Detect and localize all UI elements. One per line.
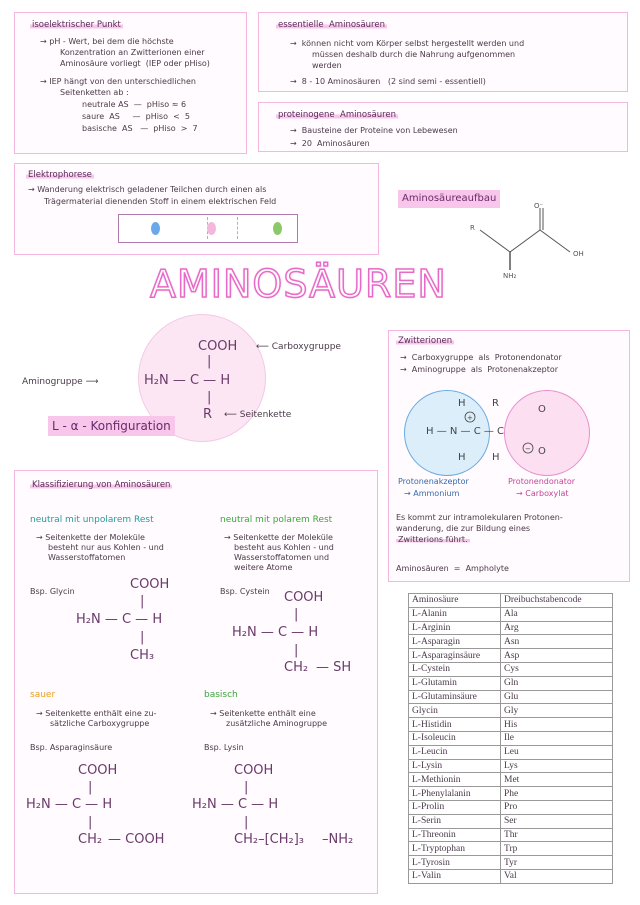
amino-acid-name: L-Asparagin bbox=[409, 635, 501, 649]
amino-acid-code: Ile bbox=[501, 731, 613, 745]
asp-cooh-side: — COOH bbox=[108, 832, 165, 847]
cystein-bond2: | bbox=[294, 643, 299, 658]
amino-acid-code: Val bbox=[501, 869, 613, 883]
electro-heading: Elektrophorese bbox=[28, 170, 92, 180]
table-row bbox=[409, 745, 613, 759]
basisch-line2: zusätzliche Aminogruppe bbox=[226, 719, 328, 728]
amino-acid-name: L-Asparaginsäure bbox=[409, 649, 501, 663]
table-row bbox=[409, 800, 613, 814]
aufbau-nh2: NH₂ bbox=[503, 272, 517, 280]
amino-acid-code: Leu bbox=[501, 745, 613, 759]
amino-label: Aminogruppe ⟶ bbox=[22, 377, 99, 387]
essential-line3: werden bbox=[312, 61, 342, 70]
amino-acid-name: L-Glutaminsäure bbox=[409, 690, 501, 704]
klass-heading: Klassifizierung von Aminosäuren bbox=[32, 480, 171, 490]
aufbau-oh: OH bbox=[573, 250, 584, 258]
electro-strip bbox=[118, 214, 298, 243]
amino-acid-name: L-Alanin bbox=[409, 607, 501, 621]
table-row bbox=[409, 662, 613, 676]
proteinogen-line2: → 20 Aminosäuren bbox=[290, 139, 370, 148]
essential-line4: → 8 - 10 Aminosäuren (2 sind semi - essentiell) bbox=[290, 77, 486, 86]
zwitter-heading: Zwitterionen bbox=[398, 336, 453, 346]
table-row bbox=[409, 856, 613, 870]
page-title: AMINOSÄUREN bbox=[150, 262, 447, 306]
proteinogen-heading: proteinogene Aminosäuren bbox=[278, 110, 397, 120]
aufbau-skeletal bbox=[470, 200, 610, 280]
amino-acid-code: Tyr bbox=[501, 856, 613, 870]
structure-cooh: COOH bbox=[198, 339, 238, 354]
table-header-code: Dreibuchstabencode bbox=[501, 594, 613, 608]
np-heading: neutral mit unpolarem Rest bbox=[30, 515, 154, 525]
table-row bbox=[409, 704, 613, 718]
ex-lys: Bsp. Lysin bbox=[204, 743, 244, 752]
svg-text:−: − bbox=[525, 445, 531, 453]
amino-acid-name: L-Tryptophan bbox=[409, 842, 501, 856]
zwitter-line2: → Aminogruppe als Protonenakzeptor bbox=[400, 365, 559, 374]
amino-acid-name: L-Histidin bbox=[409, 718, 501, 732]
table-row bbox=[409, 718, 613, 732]
p-line2: besteht aus Kohlen - und bbox=[234, 543, 334, 552]
amino-acid-name: L-Arginin bbox=[409, 621, 501, 635]
iep-row2: saure AS — pHiso < 5 bbox=[82, 112, 190, 121]
electro-dot-green bbox=[273, 222, 282, 235]
amino-acid-code: Pro bbox=[501, 800, 613, 814]
svg-text:H: H bbox=[458, 398, 466, 409]
asp-bond1: | bbox=[88, 780, 93, 795]
table-body bbox=[409, 607, 613, 883]
iep-line4: → IEP hängt von den unterschiedlichen bbox=[40, 77, 196, 86]
iep-row1: neutrale AS — pHiso ≈ 6 bbox=[82, 100, 187, 109]
amino-acid-name: L-Glutamin bbox=[409, 676, 501, 690]
cystein-ch2: CH₂ bbox=[284, 660, 309, 675]
basisch-line1: → Seitenkette enthält eine bbox=[210, 709, 316, 718]
amino-acid-code: Phe bbox=[501, 787, 613, 801]
amino-acid-code: Met bbox=[501, 773, 613, 787]
table-row bbox=[409, 842, 613, 856]
np-line2: besteht nur aus Kohlen - und bbox=[48, 543, 164, 552]
amino-acid-name: L-Threonin bbox=[409, 828, 501, 842]
amino-acid-code: Ala bbox=[501, 607, 613, 621]
structure-r: R bbox=[203, 407, 213, 422]
structure-bond-bottom: | bbox=[207, 390, 212, 405]
p-line4: weitere Atome bbox=[234, 563, 293, 572]
electro-divider-right bbox=[237, 217, 238, 239]
zwitter-text3: Zwitterions führt. bbox=[398, 535, 468, 544]
table-row bbox=[409, 690, 613, 704]
carboxy-label: ⟵ Carboxygruppe bbox=[256, 342, 341, 352]
table-row bbox=[409, 869, 613, 883]
amino-acid-code: His bbox=[501, 718, 613, 732]
p-line1: → Seitenkette der Moleküle bbox=[224, 533, 333, 542]
p-heading: neutral mit polarem Rest bbox=[220, 515, 333, 525]
svg-text:O: O bbox=[538, 404, 546, 415]
iep-line1: → pH - Wert, bei dem die höchste bbox=[40, 37, 174, 46]
table-row bbox=[409, 828, 613, 842]
asp-cooh: COOH bbox=[78, 763, 118, 778]
amino-acid-name: Glycin bbox=[409, 704, 501, 718]
amino-acid-code: Arg bbox=[501, 621, 613, 635]
amino-acid-code: Lys bbox=[501, 759, 613, 773]
amino-acid-code: Cys bbox=[501, 662, 613, 676]
iep-row3: basische AS — pHiso > 7 bbox=[82, 124, 198, 133]
svg-text:H: H bbox=[492, 452, 500, 463]
glycin-cooh: COOH bbox=[130, 577, 170, 592]
iep-line2: Konzentration an Zwitterionen einer bbox=[60, 48, 205, 57]
amino-acid-code: Gly bbox=[501, 704, 613, 718]
basisch-heading: basisch bbox=[204, 690, 238, 700]
amino-acid-name: L-Valin bbox=[409, 869, 501, 883]
table-row bbox=[409, 676, 613, 690]
ex-glycin: Bsp. Glycin bbox=[30, 587, 75, 596]
np-line1: → Seitenkette der Moleküle bbox=[36, 533, 145, 542]
amino-acid-code: Ser bbox=[501, 814, 613, 828]
amino-acid-code: Trp bbox=[501, 842, 613, 856]
asp-ch2: CH₂ bbox=[78, 832, 103, 847]
structure-mid: H₂N — C — H bbox=[144, 373, 231, 388]
proteinogen-line1: → Bausteine der Proteine von Lebewesen bbox=[290, 126, 458, 135]
amino-acid-name: L-Phenylalanin bbox=[409, 787, 501, 801]
ex-cystein: Bsp. Cystein bbox=[220, 587, 270, 596]
zwitter-text2: wanderung, die zur Bildung eines bbox=[396, 524, 531, 533]
essential-line1: → können nicht vom Körper selbst hergestellt werden und bbox=[290, 39, 525, 48]
iep-line5: Seitenketten ab : bbox=[60, 88, 129, 97]
ex-asp: Bsp. Asparaginsäure bbox=[30, 743, 113, 752]
lys-cooh: COOH bbox=[234, 763, 274, 778]
glycin-mid: H₂N — C — H bbox=[76, 612, 163, 627]
lys-mid: H₂N — C — H bbox=[192, 797, 279, 812]
zwitter-line1: → Carboxygruppe als Protonendonator bbox=[400, 353, 562, 362]
cystein-mid: H₂N — C — H bbox=[232, 625, 319, 640]
table-row bbox=[409, 607, 613, 621]
table-row bbox=[409, 621, 613, 635]
cystein-cooh: COOH bbox=[284, 590, 324, 605]
np-line3: Wasserstoffatomen bbox=[48, 553, 126, 562]
svg-text:O: O bbox=[538, 446, 546, 457]
svg-text:H — N — C — C: H — N — C — C bbox=[426, 426, 505, 437]
svg-text:R: R bbox=[492, 398, 499, 409]
sauer-line1: → Seitenkette enthält eine zu- bbox=[36, 709, 157, 718]
amino-acid-code: Gln bbox=[501, 676, 613, 690]
asp-mid: H₂N — C — H bbox=[26, 797, 113, 812]
svg-text:H: H bbox=[458, 452, 466, 463]
amino-acid-name: L-Cystein bbox=[409, 662, 501, 676]
amino-acid-table bbox=[408, 593, 613, 884]
zwitter-acc1: Protonenakzeptor bbox=[398, 477, 469, 486]
electro-dot-pink bbox=[207, 222, 216, 235]
iep-line3: Aminosäure vorliegt (IEP oder pHiso) bbox=[60, 59, 210, 68]
glycin-bond2: | bbox=[140, 630, 145, 645]
amino-acid-code: Asn bbox=[501, 635, 613, 649]
amino-acid-code: Glu bbox=[501, 690, 613, 704]
side-label: ⟵ Seitenkette bbox=[224, 410, 292, 420]
sauer-heading: sauer bbox=[30, 690, 56, 700]
amino-acid-name: L-Tyrosin bbox=[409, 856, 501, 870]
lys-nh2: –NH₂ bbox=[322, 832, 354, 847]
cystein-bond1: | bbox=[294, 607, 299, 622]
amino-acid-name: L-Prolin bbox=[409, 800, 501, 814]
amino-acid-name: L-Leucin bbox=[409, 745, 501, 759]
amino-acid-code: Asp bbox=[501, 649, 613, 663]
amino-acid-code: Thr bbox=[501, 828, 613, 842]
electro-dot-blue bbox=[151, 222, 160, 235]
amino-acid-name: L-Serin bbox=[409, 814, 501, 828]
asp-bond2: | bbox=[88, 815, 93, 830]
iep-heading: isoelektrischer Punkt bbox=[32, 20, 121, 30]
aufbau-r: R bbox=[470, 224, 475, 232]
svg-text:+: + bbox=[467, 414, 473, 422]
zwitter-acc2: → Ammonium bbox=[404, 489, 460, 498]
table-row bbox=[409, 773, 613, 787]
zwitter-don1: Protonendonator bbox=[508, 477, 576, 486]
essential-heading: essentielle Aminosäuren bbox=[278, 20, 385, 30]
aufbau-o-minus: O⁻ bbox=[534, 202, 544, 210]
electro-line2: Trägermaterial dienenden Stoff in einem elektrischen Feld bbox=[44, 197, 277, 206]
zwitter-text4: Aminosäuren = Ampholyte bbox=[396, 564, 509, 573]
electro-line1: → Wanderung elektrisch geladener Teilchen durch einen als bbox=[28, 185, 267, 194]
sauer-line2: sätzliche Carboxygruppe bbox=[50, 719, 150, 728]
zwitter-don2: → Carboxylat bbox=[516, 489, 569, 498]
cystein-sh: — SH bbox=[316, 660, 352, 675]
zwitter-text1: Es kommt zur intramolekularen Protonen- bbox=[396, 513, 563, 522]
lys-bond1: | bbox=[244, 780, 249, 795]
table-row bbox=[409, 731, 613, 745]
table-row bbox=[409, 649, 613, 663]
structure-bond-top: | bbox=[207, 354, 212, 369]
table-row bbox=[409, 759, 613, 773]
amino-acid-name: L-Methionin bbox=[409, 773, 501, 787]
amino-acid-name: L-Lysin bbox=[409, 759, 501, 773]
glycin-bond1: | bbox=[140, 594, 145, 609]
p-line3: Wasserstoffatomen und bbox=[234, 553, 330, 562]
lys-side: CH₂–[CH₂]₃ bbox=[234, 832, 304, 847]
zwitter-molecule bbox=[420, 392, 570, 472]
amino-acid-name: L-Isoleucin bbox=[409, 731, 501, 745]
essential-line2: müssen deshalb durch die Nahrung aufgenommen bbox=[312, 50, 516, 59]
table-header-row bbox=[409, 594, 613, 608]
table-row bbox=[409, 814, 613, 828]
glycin-ch3: CH₃ bbox=[130, 648, 155, 663]
aufbau-heading: Aminosäureaufbau bbox=[398, 190, 500, 208]
table-row bbox=[409, 787, 613, 801]
table-row bbox=[409, 635, 613, 649]
config-label: L - α - Konfiguration bbox=[48, 416, 175, 436]
lys-bond2: | bbox=[244, 815, 249, 830]
table-header-name: Aminosäure bbox=[409, 594, 501, 608]
